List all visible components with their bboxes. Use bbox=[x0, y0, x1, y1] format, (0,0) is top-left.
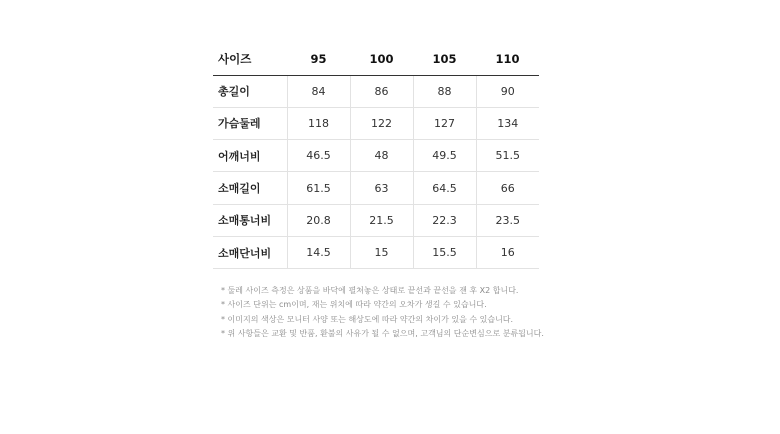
table-cell: 49.5 bbox=[413, 140, 476, 172]
row-label-total-length: 총길이 bbox=[213, 75, 287, 107]
table-cell: 66 bbox=[476, 172, 539, 204]
table-cell: 88 bbox=[413, 75, 476, 107]
table-cell: 48 bbox=[350, 140, 413, 172]
size-notes bbox=[221, 284, 544, 341]
table-cell: 63 bbox=[350, 172, 413, 204]
size-chart-body bbox=[213, 75, 539, 269]
table-cell: 21.5 bbox=[350, 204, 413, 236]
table-cell: 127 bbox=[413, 107, 476, 139]
size-chart-table bbox=[213, 44, 539, 269]
table-cell: 86 bbox=[350, 75, 413, 107]
note-measurement: * 둘레 사이즈 측정은 상품을 바닥에 펼쳐놓은 상태로 끝선과 끝선을 잰 후 X2 합니다. bbox=[221, 286, 519, 295]
table-cell: 61.5 bbox=[287, 172, 350, 204]
header-size-label: 사이즈 bbox=[213, 44, 287, 75]
table-row bbox=[213, 172, 539, 204]
table-cell: 23.5 bbox=[476, 204, 539, 236]
table-cell: 15 bbox=[350, 236, 413, 268]
table-cell: 22.3 bbox=[413, 204, 476, 236]
header-size-110: 110 bbox=[476, 44, 539, 75]
table-cell: 90 bbox=[476, 75, 539, 107]
header-row bbox=[213, 44, 539, 75]
table-cell: 122 bbox=[350, 107, 413, 139]
header-size-105: 105 bbox=[413, 44, 476, 75]
row-label-chest: 가슴둘레 bbox=[213, 107, 287, 139]
table-cell: 46.5 bbox=[287, 140, 350, 172]
table-row bbox=[213, 107, 539, 139]
header-size-95: 95 bbox=[287, 44, 350, 75]
table-cell: 118 bbox=[287, 107, 350, 139]
table-cell: 51.5 bbox=[476, 140, 539, 172]
note-return-policy: * 위 사항들은 교환 및 반품, 환불의 사유가 될 수 없으며, 고객님의 단순변심으로 분류됩니다. bbox=[221, 328, 544, 338]
row-label-shoulder: 어깨너비 bbox=[213, 140, 287, 172]
table-cell: 15.5 bbox=[413, 236, 476, 268]
row-label-cuff-width: 소매단너비 bbox=[213, 236, 287, 268]
table-row bbox=[213, 75, 539, 107]
header-size-100: 100 bbox=[350, 44, 413, 75]
table-row bbox=[213, 140, 539, 172]
note-unit: * 사이즈 단위는 cm이며, 재는 위치에 따라 약간의 오차가 생길 수 있습니다. bbox=[221, 300, 487, 310]
table-cell: 16 bbox=[476, 236, 539, 268]
row-label-sleeve-width: 소매통너비 bbox=[213, 204, 287, 236]
table-cell: 84 bbox=[287, 75, 350, 107]
note-color: * 이미지의 색상은 모니터 사양 또는 해상도에 따라 약간의 차이가 있을 수 있습니다. bbox=[221, 314, 514, 324]
table-row bbox=[213, 204, 539, 236]
table-cell: 134 bbox=[476, 107, 539, 139]
table-row bbox=[213, 236, 539, 268]
table-cell: 20.8 bbox=[287, 204, 350, 236]
table-cell: 14.5 bbox=[287, 236, 350, 268]
size-chart-header bbox=[213, 44, 539, 75]
row-label-sleeve-length: 소매길이 bbox=[213, 172, 287, 204]
table-cell: 64.5 bbox=[413, 172, 476, 204]
